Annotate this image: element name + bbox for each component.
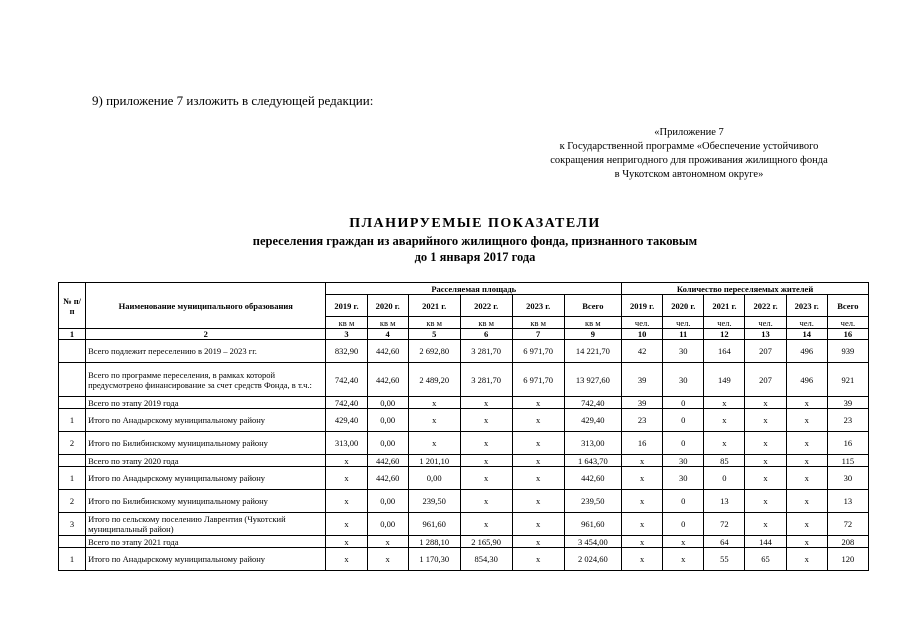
document-title: ПЛАНИРУЕМЫЕ ПОКАЗАТЕЛИ bbox=[349, 216, 601, 231]
row-value: 442,60 bbox=[564, 467, 621, 490]
row-value: x bbox=[786, 513, 827, 536]
row-name: Итого по Анадырскому муниципальному району bbox=[86, 548, 326, 571]
row-value: x bbox=[663, 548, 704, 571]
row-value: 0 bbox=[704, 467, 745, 490]
row-name: Всего по этапу 2020 года bbox=[86, 455, 326, 467]
row-value: 921 bbox=[827, 363, 868, 397]
row-value: x bbox=[512, 490, 564, 513]
row-value: 39 bbox=[622, 363, 663, 397]
row-value: x bbox=[460, 397, 512, 409]
header-area-unit: кв м bbox=[460, 317, 512, 329]
row-value: 496 bbox=[786, 340, 827, 363]
header-area-year: 2019 г. bbox=[326, 295, 367, 317]
row-value: 0,00 bbox=[367, 432, 408, 455]
row-value: x bbox=[786, 467, 827, 490]
header-column-number: 3 bbox=[326, 329, 367, 340]
row-value: 0 bbox=[663, 490, 704, 513]
table-row bbox=[59, 467, 869, 490]
row-value: x bbox=[745, 490, 786, 513]
row-value: x bbox=[408, 397, 460, 409]
row-value: 6 971,70 bbox=[512, 363, 564, 397]
row-value: 16 bbox=[827, 432, 868, 455]
row-value: 30 bbox=[663, 467, 704, 490]
header-column-number: 14 bbox=[786, 329, 827, 340]
header-area-unit: кв м bbox=[367, 317, 408, 329]
row-value: 208 bbox=[827, 536, 868, 548]
row-value: 2 024,60 bbox=[564, 548, 621, 571]
row-value: x bbox=[745, 432, 786, 455]
row-value: 65 bbox=[745, 548, 786, 571]
table-row bbox=[59, 548, 869, 571]
row-name: Итого по Анадырскому муниципальному району bbox=[86, 467, 326, 490]
row-value: x bbox=[367, 536, 408, 548]
appendix-line: «Приложение 7 bbox=[654, 127, 724, 138]
row-value: x bbox=[745, 409, 786, 432]
row-value: 0,00 bbox=[367, 397, 408, 409]
header-num: № п/п bbox=[59, 283, 86, 329]
row-name: Всего по программе переселения, в рамках которой предусмотрено финансирование за счет средств Фонда, в т.ч.: bbox=[86, 363, 326, 397]
row-value: 30 bbox=[663, 455, 704, 467]
row-value: 2 692,80 bbox=[408, 340, 460, 363]
header-area-year: Всего bbox=[564, 295, 621, 317]
header-column-number: 4 bbox=[367, 329, 408, 340]
header-column-number: 2 bbox=[86, 329, 326, 340]
header-people-unit: чел. bbox=[786, 317, 827, 329]
table-row bbox=[59, 397, 869, 409]
row-value: 13 bbox=[704, 490, 745, 513]
row-value: x bbox=[512, 467, 564, 490]
row-value: x bbox=[512, 455, 564, 467]
row-value: 42 bbox=[622, 340, 663, 363]
row-value: 0 bbox=[663, 432, 704, 455]
row-value: 144 bbox=[745, 536, 786, 548]
row-number: 3 bbox=[59, 513, 86, 536]
row-name: Итого по Билибинскому муниципальному району bbox=[86, 432, 326, 455]
row-name: Итого по Анадырскому муниципальному району bbox=[86, 409, 326, 432]
row-value: 0,00 bbox=[408, 467, 460, 490]
row-value: x bbox=[622, 536, 663, 548]
row-value: x bbox=[512, 548, 564, 571]
header-people-year: 2022 г. bbox=[745, 295, 786, 317]
row-value: x bbox=[622, 548, 663, 571]
row-value: 0 bbox=[663, 409, 704, 432]
row-value: x bbox=[786, 455, 827, 467]
header-people-unit: чел. bbox=[663, 317, 704, 329]
row-value: 442,60 bbox=[367, 467, 408, 490]
row-value: 832,90 bbox=[326, 340, 367, 363]
row-value: 30 bbox=[827, 467, 868, 490]
row-value: x bbox=[326, 548, 367, 571]
row-value: x bbox=[786, 397, 827, 409]
row-value: 14 221,70 bbox=[564, 340, 621, 363]
row-value: 429,40 bbox=[564, 409, 621, 432]
row-value: x bbox=[512, 397, 564, 409]
row-value: 939 bbox=[827, 340, 868, 363]
document-subtitle: до 1 января 2017 года bbox=[414, 250, 536, 264]
table-row bbox=[59, 536, 869, 548]
row-value: x bbox=[326, 490, 367, 513]
row-name: Всего подлежит переселению в 2019 – 2023 гг. bbox=[86, 340, 326, 363]
row-number: 1 bbox=[59, 409, 86, 432]
row-value: 72 bbox=[827, 513, 868, 536]
row-name: Итого по сельскому поселению Лаврентия (Чукотский муниципальный район) bbox=[86, 513, 326, 536]
appendix-line: к Государственной программе «Обеспечение устойчивого bbox=[559, 141, 819, 152]
row-value: 13 927,60 bbox=[564, 363, 621, 397]
row-value: 442,60 bbox=[367, 363, 408, 397]
row-value: x bbox=[460, 513, 512, 536]
header-area-year: 2020 г. bbox=[367, 295, 408, 317]
row-number: 1 bbox=[59, 548, 86, 571]
row-value: 3 281,70 bbox=[460, 363, 512, 397]
row-value: 2 489,20 bbox=[408, 363, 460, 397]
row-value: 0 bbox=[663, 397, 704, 409]
row-value: 442,60 bbox=[367, 455, 408, 467]
row-value: x bbox=[745, 397, 786, 409]
header-area-unit: кв м bbox=[564, 317, 621, 329]
row-value: 742,40 bbox=[326, 397, 367, 409]
row-value: 3 281,70 bbox=[460, 340, 512, 363]
row-number bbox=[59, 536, 86, 548]
row-value: x bbox=[326, 536, 367, 548]
row-value: x bbox=[460, 409, 512, 432]
row-value: 23 bbox=[622, 409, 663, 432]
row-value: x bbox=[622, 490, 663, 513]
row-value: x bbox=[408, 432, 460, 455]
row-name: Всего по этапу 2021 года bbox=[86, 536, 326, 548]
row-value: x bbox=[512, 432, 564, 455]
header-people-year: 2023 г. bbox=[786, 295, 827, 317]
row-value: 313,00 bbox=[564, 432, 621, 455]
row-value: 496 bbox=[786, 363, 827, 397]
row-value: x bbox=[663, 536, 704, 548]
row-value: x bbox=[460, 432, 512, 455]
row-number: 1 bbox=[59, 467, 86, 490]
header-area-year: 2021 г. bbox=[408, 295, 460, 317]
table-row bbox=[59, 455, 869, 467]
row-name: Всего по этапу 2019 года bbox=[86, 397, 326, 409]
header-area-unit: кв м bbox=[408, 317, 460, 329]
row-value: 442,60 bbox=[367, 340, 408, 363]
header-column-number: 13 bbox=[745, 329, 786, 340]
row-value: 30 bbox=[663, 363, 704, 397]
row-value: x bbox=[326, 513, 367, 536]
row-value: x bbox=[622, 513, 663, 536]
row-value: 313,00 bbox=[326, 432, 367, 455]
row-number: 2 bbox=[59, 432, 86, 455]
row-value: 6 971,70 bbox=[512, 340, 564, 363]
row-value: 23 bbox=[827, 409, 868, 432]
header-people-year: Всего bbox=[827, 295, 868, 317]
intro-text: 9) приложение 7 изложить в следующей редакции: bbox=[92, 93, 374, 108]
row-value: 13 bbox=[827, 490, 868, 513]
header-people-unit: чел. bbox=[704, 317, 745, 329]
row-value: 239,50 bbox=[408, 490, 460, 513]
row-value: 0 bbox=[663, 513, 704, 536]
row-value: 1 170,30 bbox=[408, 548, 460, 571]
row-value: x bbox=[786, 409, 827, 432]
row-number bbox=[59, 340, 86, 363]
header-column-number: 1 bbox=[59, 329, 86, 340]
row-value: 39 bbox=[622, 397, 663, 409]
header-area-year: 2022 г. bbox=[460, 295, 512, 317]
header-area-unit: кв м bbox=[512, 317, 564, 329]
row-value: x bbox=[704, 409, 745, 432]
row-value: x bbox=[367, 548, 408, 571]
row-number bbox=[59, 397, 86, 409]
row-value: 207 bbox=[745, 363, 786, 397]
row-value: 16 bbox=[622, 432, 663, 455]
appendix-line: в Чукотском автономном округе» bbox=[614, 169, 764, 180]
row-value: x bbox=[745, 455, 786, 467]
row-name: Итого по Билибинскому муниципальному району bbox=[86, 490, 326, 513]
header-area-group: Расселяемая площадь bbox=[326, 283, 622, 295]
row-value: 164 bbox=[704, 340, 745, 363]
row-value: x bbox=[460, 490, 512, 513]
row-value: x bbox=[786, 536, 827, 548]
row-value: 239,50 bbox=[564, 490, 621, 513]
header-column-number: 5 bbox=[408, 329, 460, 340]
indicators-table bbox=[58, 282, 869, 571]
row-value: 961,60 bbox=[408, 513, 460, 536]
row-value: 742,40 bbox=[326, 363, 367, 397]
header-people-group: Количество переселяемых жителей bbox=[622, 283, 869, 295]
table-row bbox=[59, 409, 869, 432]
header-column-number: 6 bbox=[460, 329, 512, 340]
header-column-number: 11 bbox=[663, 329, 704, 340]
header-column-number: 9 bbox=[564, 329, 621, 340]
row-value: x bbox=[460, 467, 512, 490]
header-area-year: 2023 г. bbox=[512, 295, 564, 317]
header-column-number: 16 bbox=[827, 329, 868, 340]
row-value: x bbox=[704, 432, 745, 455]
row-value: x bbox=[745, 513, 786, 536]
header-column-number: 7 bbox=[512, 329, 564, 340]
table-row bbox=[59, 340, 869, 363]
row-value: x bbox=[704, 397, 745, 409]
row-value: x bbox=[326, 455, 367, 467]
row-value: 30 bbox=[663, 340, 704, 363]
header-people-year: 2019 г. bbox=[622, 295, 663, 317]
row-value: x bbox=[622, 455, 663, 467]
row-value: 854,30 bbox=[460, 548, 512, 571]
table-row bbox=[59, 490, 869, 513]
header-people-year: 2021 г. bbox=[704, 295, 745, 317]
row-value: x bbox=[786, 490, 827, 513]
row-value: x bbox=[786, 432, 827, 455]
row-value: x bbox=[745, 467, 786, 490]
row-value: 0,00 bbox=[367, 490, 408, 513]
header-people-unit: чел. bbox=[827, 317, 868, 329]
row-value: 0,00 bbox=[367, 409, 408, 432]
row-value: 149 bbox=[704, 363, 745, 397]
document-subtitle: переселения граждан из аварийного жилищного фонда, признанного таковым bbox=[252, 234, 698, 248]
row-value: x bbox=[326, 467, 367, 490]
row-value: 0,00 bbox=[367, 513, 408, 536]
row-value: x bbox=[622, 467, 663, 490]
row-value: x bbox=[786, 548, 827, 571]
row-value: 3 454,00 bbox=[564, 536, 621, 548]
row-value: x bbox=[512, 536, 564, 548]
row-value: 961,60 bbox=[564, 513, 621, 536]
header-column-number: 10 bbox=[622, 329, 663, 340]
table-row bbox=[59, 363, 869, 397]
appendix-line: сокращения непригодного для проживания жилищного фонда bbox=[550, 155, 828, 166]
row-value: 1 288,10 bbox=[408, 536, 460, 548]
header-people-unit: чел. bbox=[745, 317, 786, 329]
row-value: x bbox=[460, 455, 512, 467]
header-name: Наименование муниципального образования bbox=[86, 283, 326, 329]
row-value: x bbox=[408, 409, 460, 432]
row-value: 207 bbox=[745, 340, 786, 363]
row-value: 85 bbox=[704, 455, 745, 467]
row-number bbox=[59, 455, 86, 467]
appendix-reference bbox=[508, 126, 870, 182]
table-row bbox=[59, 513, 869, 536]
row-value: x bbox=[512, 513, 564, 536]
row-number bbox=[59, 363, 86, 397]
header-people-year: 2020 г. bbox=[663, 295, 704, 317]
header-area-unit: кв м bbox=[326, 317, 367, 329]
row-value: 115 bbox=[827, 455, 868, 467]
row-value: 2 165,90 bbox=[460, 536, 512, 548]
row-value: 742,40 bbox=[564, 397, 621, 409]
row-value: 1 643,70 bbox=[564, 455, 621, 467]
row-value: 64 bbox=[704, 536, 745, 548]
row-value: x bbox=[512, 409, 564, 432]
row-value: 1 201,10 bbox=[408, 455, 460, 467]
row-number: 2 bbox=[59, 490, 86, 513]
row-value: 429,40 bbox=[326, 409, 367, 432]
table-row bbox=[59, 432, 869, 455]
header-people-unit: чел. bbox=[622, 317, 663, 329]
row-value: 120 bbox=[827, 548, 868, 571]
row-value: 72 bbox=[704, 513, 745, 536]
row-value: 55 bbox=[704, 548, 745, 571]
header-column-number: 12 bbox=[704, 329, 745, 340]
row-value: 39 bbox=[827, 397, 868, 409]
